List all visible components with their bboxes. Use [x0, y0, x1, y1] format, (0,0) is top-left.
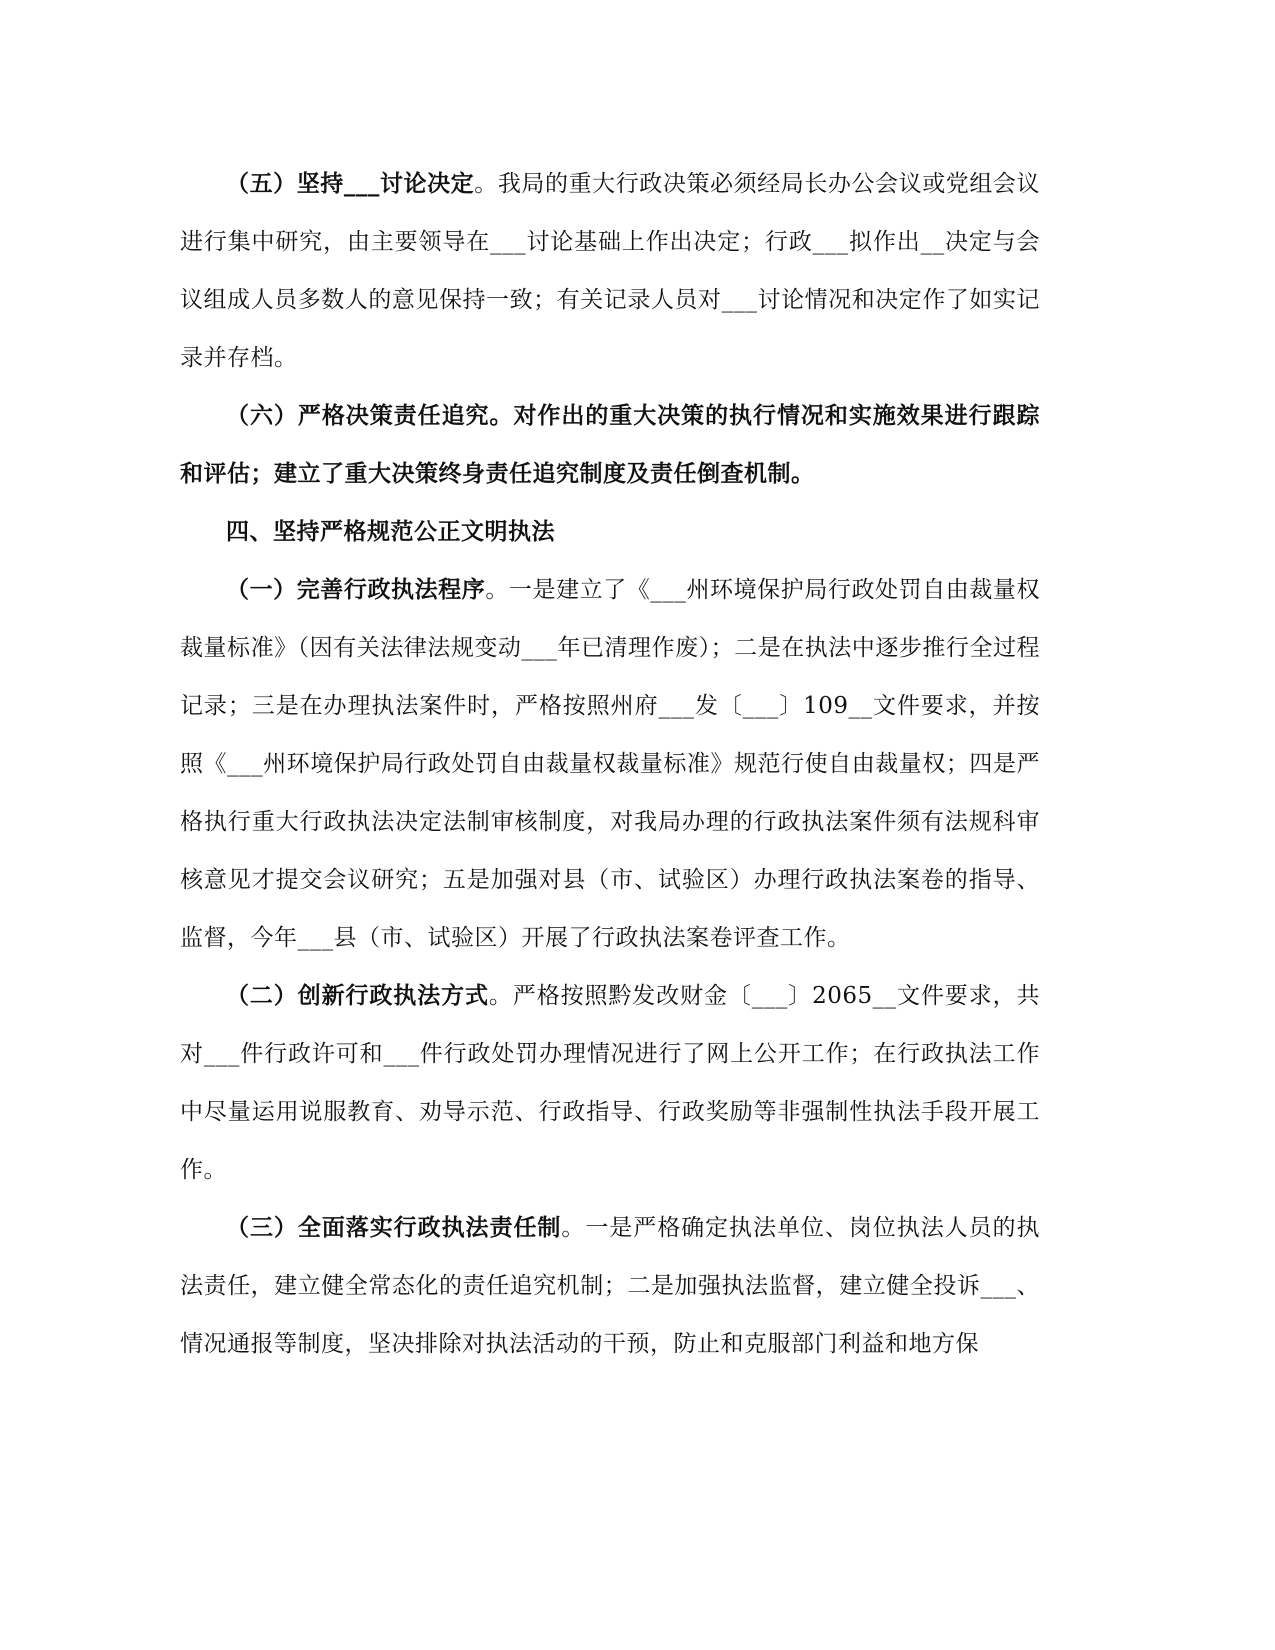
section-four-paragraph-two-lead: （二）创新行政执法方式: [226, 982, 489, 1009]
paragraph-six: （六）严格决策责任追究。对作出的重大决策的执行情况和实施效果进行跟踪和评估；建立了重大决策终身责任追究制度及责任倒查机制。: [180, 402, 1040, 487]
paragraph-five-body: 。我局的重大行政决策必须经局长办公会议或党组会议进行集中研究，由主要领导在___讨论基础上作出决定；行政___拟作出__决定与会议组成人员多数人的意见保持一致；有关记录人员对___讨论情况和决定作了如实记录并存档。: [180, 171, 1041, 371]
paragraph-five: [180, 155, 1040, 387]
section-four-heading: 四、坚持严格规范公正文明执法: [226, 518, 555, 545]
section-four-paragraph-three: [180, 1199, 1040, 1373]
section-four-paragraph-three-body: 。一是严格确定执法单位、岗位执法人员的执法责任，建立健全常态化的责任追究机制；二是加强执法监督，建立健全投诉___、情况通报等制度，坚决排除对执法活动的干预，防止和克服部门利益和地方保: [180, 1215, 1041, 1357]
section-four-paragraph-two: [180, 967, 1040, 1199]
section-four-paragraph-one-lead: （一）完善行政执法程序: [226, 576, 486, 603]
section-four-paragraph-two-body: 。严格按照黔发改财金〔___〕2065__文件要求，共对___件行政许可和___件行政处罚办理情况进行了网上公开工作；在行政执法工作中尽量运用说服教育、劝导示范、行政指导、行政奖励等非强制性执法手段开展工作。: [180, 983, 1040, 1183]
section-four-paragraph-one: [180, 561, 1040, 967]
section-four-paragraph-one-body: 。一是建立了《___州环境保护局行政处罚自由裁量权裁量标准》（因有关法律法规变动___年已清理作废）；二是在执法中逐步推行全过程记录；三是在办理执法案件时，严格按照州府___发〔___〕109__文件要求，并按照《___州环境保护局行政处罚自由裁量权裁量标准》规范行使自由裁量权；四是严格执行重大行政执法决定法制审核制度，对我局办理的行政执法案件须有法规科审核意见才提交会议研究；五是加强对县（市、试验区）办理行政执法案卷的指导、监督，今年___县（市、试验区）开展了行政执法案卷评查工作。: [180, 577, 1041, 951]
section-four-paragraph-three-lead: （三）全面落实行政执法责任制: [226, 1214, 562, 1241]
paragraph-five-lead: （五）坚持___讨论决定: [226, 170, 475, 197]
document-page: [180, 155, 1040, 1373]
